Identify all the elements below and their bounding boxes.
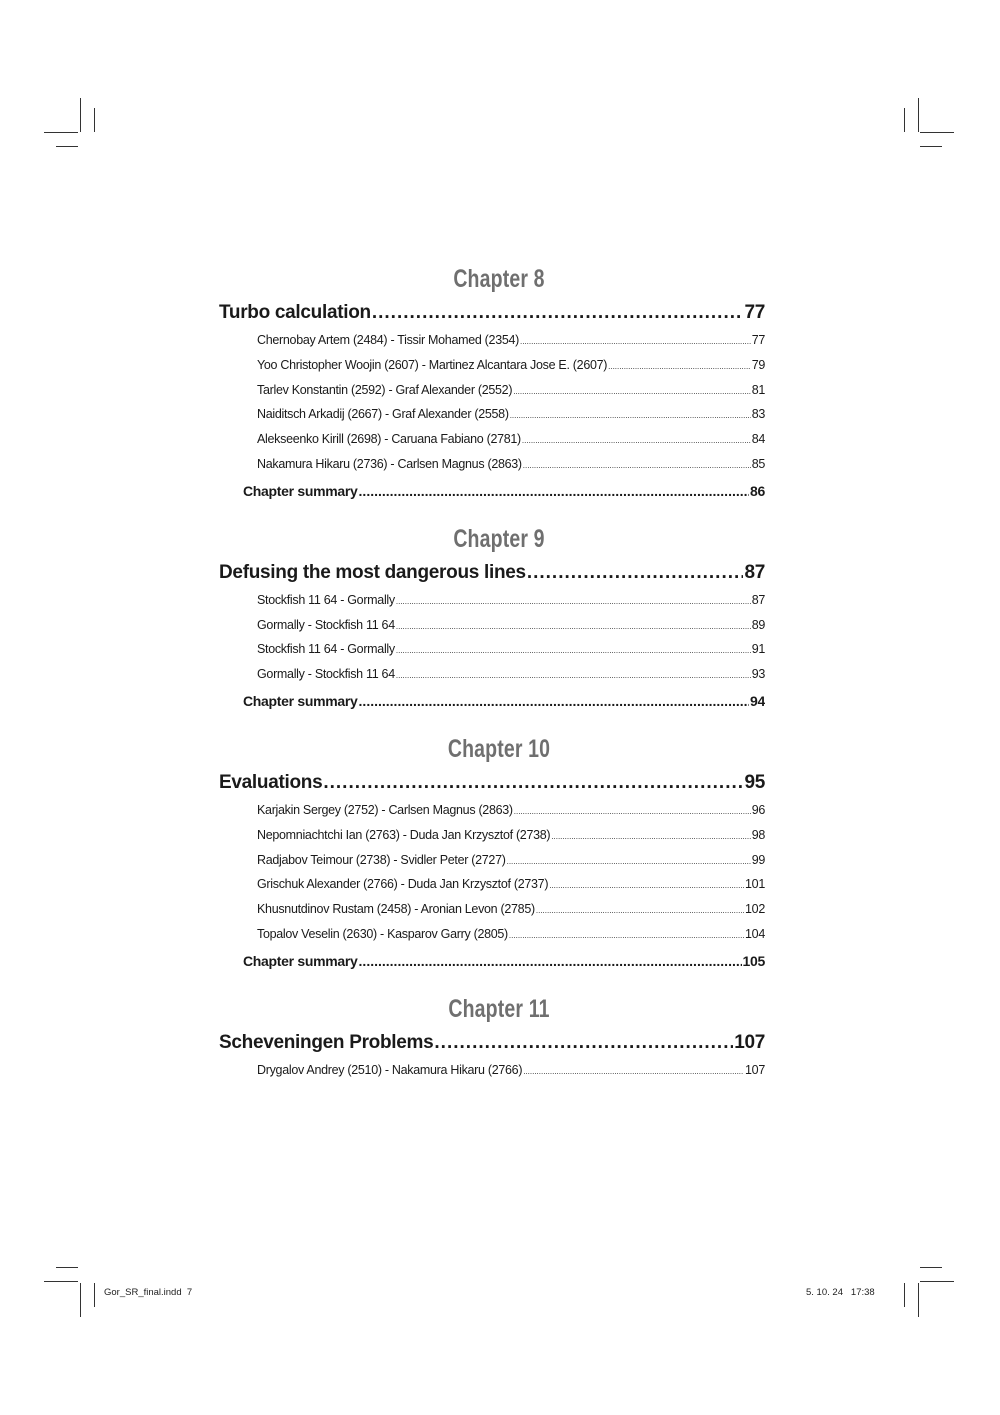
chapter-title: Chapter 9 <box>453 524 545 553</box>
section-title: Scheveningen Problems <box>219 1031 434 1053</box>
dot-leader <box>359 947 742 975</box>
dot-leader <box>396 590 751 613</box>
page-number: 77 <box>744 302 765 323</box>
page-number: 77 <box>751 333 765 347</box>
page-number: 96 <box>751 802 765 817</box>
page-number: 91 <box>751 642 765 657</box>
dot-leader <box>520 330 751 353</box>
crop-mark <box>918 98 919 132</box>
file-name: Gor_SR_final.indd <box>104 1287 182 1298</box>
game-entry[interactable] <box>257 328 765 353</box>
game-title: Stockfish 11 64 - Gormally <box>257 592 395 607</box>
game-entry[interactable] <box>257 402 765 427</box>
page-number: 107 <box>734 1031 765 1053</box>
dot-leader <box>523 454 751 477</box>
game-title: Chernobay Artem (2484) - Tissir Mohamed (2354) <box>257 333 520 347</box>
game-entry[interactable] <box>257 378 765 403</box>
page-number: 79 <box>751 357 765 372</box>
game-entry[interactable] <box>257 897 765 922</box>
page-number: 102 <box>745 902 765 917</box>
dot-leader <box>372 298 744 328</box>
page-number: 89 <box>751 617 765 632</box>
crop-mark <box>56 146 78 147</box>
slug-file-info <box>104 1287 192 1298</box>
dot-leader <box>551 825 750 848</box>
game-title: Karjakin Sergey (2752) - Carlsen Magnus (2863) <box>257 802 513 817</box>
dot-leader <box>434 1028 733 1058</box>
crop-mark <box>904 1283 905 1307</box>
chapter-title: Chapter 11 <box>448 994 550 1023</box>
game-entry[interactable] <box>257 588 765 613</box>
page-number: 87 <box>751 592 765 607</box>
crop-mark <box>920 146 942 147</box>
crop-mark <box>44 1281 78 1282</box>
game-title: Drygalov Andrey (2510) - Nakamura Hikaru (2766) <box>257 1062 523 1077</box>
print-time: 17:38 <box>850 1287 875 1298</box>
game-title: Topalov Veselin (2630) - Kasparov Garry (2805) <box>257 926 508 941</box>
chapter-10 <box>219 732 779 975</box>
section-title: Evaluations <box>219 771 323 793</box>
section-entry[interactable] <box>219 1028 765 1058</box>
page-number: 81 <box>751 382 765 397</box>
page-number: 93 <box>751 667 765 682</box>
game-entry[interactable] <box>257 1058 765 1083</box>
page-number: 98 <box>751 827 765 842</box>
summary-title: Chapter summary <box>243 692 358 709</box>
chapter-title: Chapter 10 <box>447 734 551 763</box>
game-title: Radjabov Teimour (2738) - Svidler Peter (2727) <box>257 852 506 867</box>
game-title: Tarlev Konstantin (2592) - Graf Alexander (2552) <box>257 382 513 397</box>
crop-mark <box>80 98 81 132</box>
crop-mark <box>918 1283 919 1317</box>
page-number: 105 <box>742 952 765 969</box>
game-title: Yoo Christopher Woojin (2607) - Martinez Alcantara Jose E. (2607) <box>257 357 608 372</box>
dot-leader <box>536 899 744 922</box>
crop-mark <box>44 132 78 133</box>
chapter-9 <box>219 522 779 715</box>
section-title: Defusing the most dangerous lines <box>219 561 526 583</box>
section-title: Turbo calculation <box>219 302 371 323</box>
dot-leader <box>527 558 744 588</box>
crop-mark <box>920 1267 942 1268</box>
crop-mark <box>94 108 95 132</box>
section-entry[interactable] <box>219 558 765 588</box>
game-entry[interactable] <box>257 848 765 873</box>
summary-title: Chapter summary <box>243 482 358 499</box>
dot-leader <box>522 429 751 452</box>
page-number: 104 <box>745 926 765 941</box>
dot-leader <box>523 1060 744 1083</box>
summary-title: Chapter summary <box>243 952 358 969</box>
dot-leader <box>359 687 749 715</box>
game-entry[interactable] <box>257 798 765 823</box>
game-entry[interactable] <box>257 823 765 848</box>
crop-mark <box>904 108 905 132</box>
game-entry[interactable] <box>257 452 765 477</box>
table-of-contents <box>219 262 779 1083</box>
crop-mark <box>920 1281 954 1282</box>
game-entry[interactable] <box>257 613 765 638</box>
section-entry[interactable] <box>219 298 765 328</box>
crop-mark <box>80 1283 81 1317</box>
game-entry[interactable] <box>257 662 765 687</box>
slug-date-info <box>806 1287 875 1298</box>
dot-leader <box>396 664 751 687</box>
page-number: 107 <box>745 1062 765 1077</box>
page-number: 94 <box>750 692 765 709</box>
game-title: Gormally - Stockfish 11 64 <box>257 617 395 632</box>
game-title: Nepomniachtchi Ian (2763) - Duda Jan Krzysztof (2738) <box>257 827 551 842</box>
dot-leader <box>513 380 751 403</box>
crop-mark <box>920 132 954 133</box>
chapter-8 <box>219 262 779 505</box>
game-title: Alekseenko Kirill (2698) - Caruana Fabiano (2781) <box>257 432 521 447</box>
page-number: 99 <box>751 852 765 867</box>
chapter-title: Chapter 8 <box>453 265 545 293</box>
game-entry[interactable] <box>257 872 765 897</box>
crop-mark <box>56 1267 78 1268</box>
dot-leader <box>509 924 744 947</box>
dot-leader <box>514 800 751 823</box>
summary-entry[interactable] <box>243 947 765 975</box>
print-date: 5. 10. 24 <box>806 1287 843 1298</box>
dot-leader <box>396 639 751 662</box>
page-number: 86 <box>750 482 765 499</box>
game-title: Nakamura Hikaru (2736) - Carlsen Magnus (2863) <box>257 456 522 471</box>
game-entry[interactable] <box>257 353 765 378</box>
summary-entry[interactable] <box>243 687 765 715</box>
slug-page-number: 7 <box>186 1287 193 1298</box>
game-title: Stockfish 11 64 - Gormally <box>257 642 395 657</box>
page-number: 95 <box>744 771 765 793</box>
page-number: 87 <box>744 561 765 583</box>
section-entry[interactable] <box>219 768 765 798</box>
page-number: 83 <box>751 407 765 422</box>
game-entry[interactable] <box>257 922 765 947</box>
page-number: 101 <box>745 877 765 892</box>
dot-leader <box>608 355 751 378</box>
dot-leader <box>507 850 751 873</box>
game-entry[interactable] <box>257 427 765 452</box>
chapter-11 <box>219 992 779 1083</box>
game-title: Grischuk Alexander (2766) - Duda Jan Krzysztof (2737) <box>257 877 549 892</box>
dot-leader <box>510 404 751 427</box>
game-title: Gormally - Stockfish 11 64 <box>257 667 395 682</box>
page-number: 84 <box>751 432 765 447</box>
game-title: Khusnutdinov Rustam (2458) - Aronian Levon (2785) <box>257 902 535 917</box>
game-title: Naiditsch Arkadij (2667) - Graf Alexander (2558) <box>257 407 509 422</box>
crop-mark <box>94 1283 95 1307</box>
dot-leader <box>359 477 749 505</box>
page-number: 85 <box>751 456 765 471</box>
dot-leader <box>323 768 743 798</box>
game-entry[interactable] <box>257 637 765 662</box>
dot-leader <box>396 615 751 638</box>
dot-leader <box>549 874 744 897</box>
summary-entry[interactable] <box>243 477 765 505</box>
